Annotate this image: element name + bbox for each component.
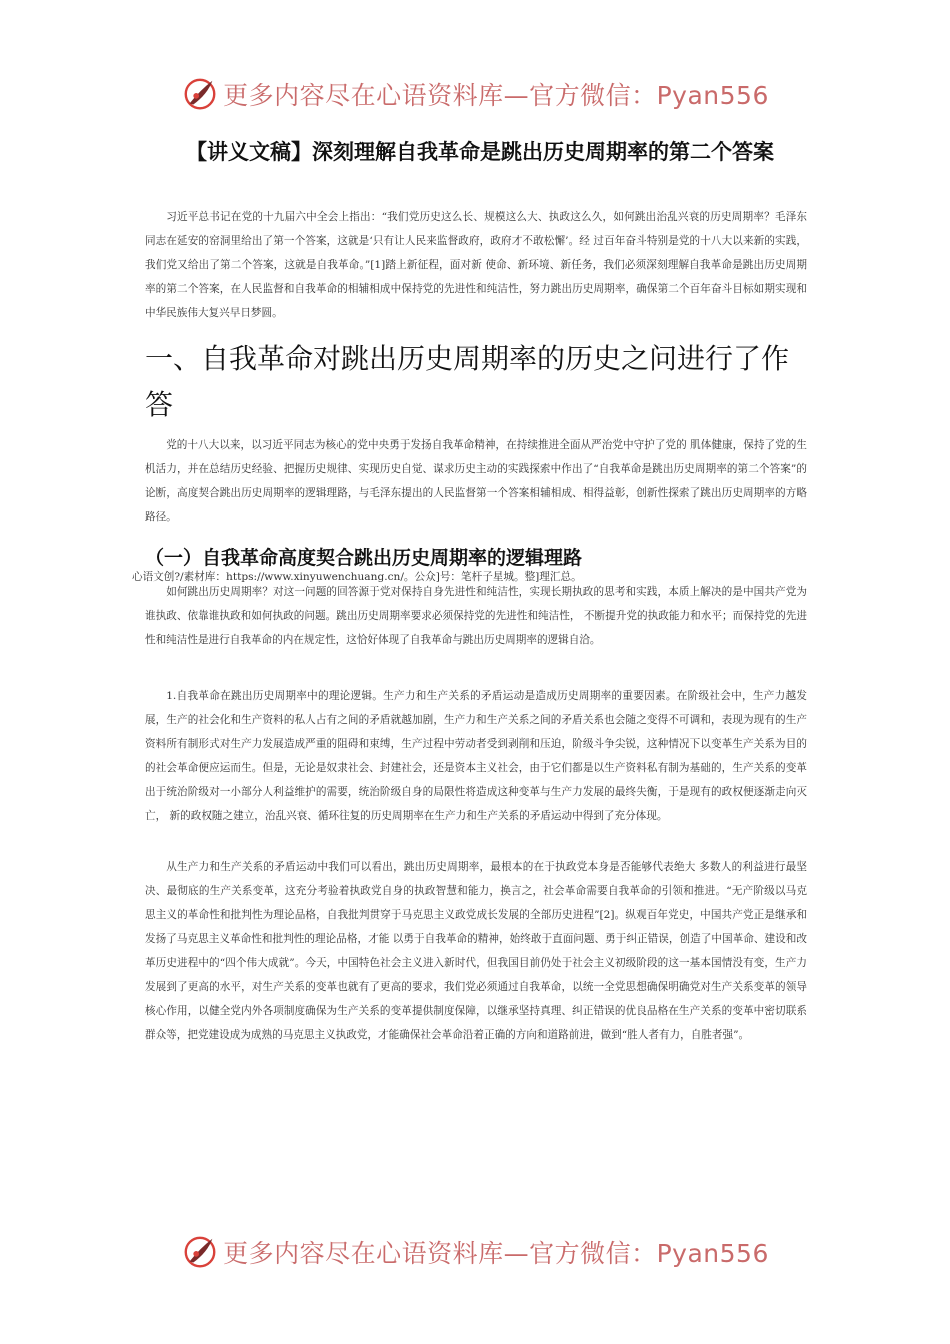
subsection-heading-1: （一）自我革命高度契合跳出历史周期率的逻辑理路: [145, 547, 583, 569]
top-banner: [0, 70, 950, 118]
quill-logo-icon: [181, 75, 219, 113]
subsection-1-paragraph-1: 如何跳出历史周期率？对这一问题的回答源于党对保持自身先进性和纯洁性，实现长期执政的思考和实践，本质上解决的是中国共产党为谁执政、依靠谁执政和如何执政的问题。跳出历史周期率要求必须保持党的先进性和纯洁性， 不断提升党的执政能力和水平；而保持党的先进性和纯洁性是进行自我革命的内在规定性，这恰好体现了自我革命与跳出历史周期率的逻辑自洽。: [145, 586, 807, 646]
document-title: 【讲义文稿】深刻理解自我革命是跳出历史周期率的第二个答案: [186, 140, 774, 164]
section-1-paragraph: 党的十八大以来，以习近平同志为核心的党中央勇于发扬自我革命精神，在持续推进全面从严治党中守护了党的 肌体健康，保持了党的生机活力，并在总结历史经验、把握历史规律、实现历史自觉、谋求历史主动的实践探索中作出了“自我革命是跳出历史周期率的第二个答案”的论断，高度契合跳出历史周期率的逻辑理路，与毛泽东提出的人民监督第一个答案相辅相成、相得益彰，创新性探索了跳出历史周期率的方略路径。: [145, 439, 807, 523]
section-heading-1: 一、自我革命对跳出历史周期率的历史之问进行了作答: [145, 342, 790, 421]
banner-text: 更多内容尽在心语资料库—官方微信：Pyan556: [223, 1239, 769, 1268]
bottom-banner: [0, 1228, 950, 1276]
subsection-1-paragraph-2: 1.自我革命在跳出历史周期率中的理论逻辑。生产力和生产关系的矛盾运动是造成历史周期率的重要因素。在阶级社会中，生产力越发展，生产的社会化和生产资料的私人占有之间的矛盾就越加剧，生产力和生产关系之间的矛盾关系也会随之变得不可调和，表现为现有的生产资料所有制形式对生产力发展造成严重的阻碍和束缚，生产过程中劳动者受到剥削和压迫，阶级斗争尖锐，这种情况下以变革生产关系为目的的社会革命便应运而生。但是，无论是奴隶社会、封建社会，还是资本主义社会，由于它们都是以生产资料私有制为基础的，生产关系的变革出于统治阶级对一小部分人利益维护的需要，统治阶级自身的局限性将造成这种变革与生产力发展的最终失衡，于是现有的政权便逐渐走向灭亡， 新的政权随之建立，治乱兴衰、循环往复的历史周期率在生产力和生产关系的矛盾运动中得到了充分体现。: [145, 690, 807, 822]
watermark-line: 心语文创?/素材库：https://www.xinyuwenchuang.cn/。公众]号：笔杆子星城。整]理汇总。: [132, 571, 582, 583]
quill-logo-icon: [181, 1233, 219, 1271]
subsection-1-paragraph-3: 从生产力和生产关系的矛盾运动中我们可以看出，跳出历史周期率，最根本的在于执政党本身是否能够代表绝大 多数人的利益进行最坚决、最彻底的生产关系变革，这充分考验着执政党自身的执政智慧和能力，换言之，社会革命需要自我革命的引领和推进。“无产阶级以马克思主义的革命性和批判性为理论品格，自我批判贯穿于马克思主义政党成长发展的全部历史进程”[2]。纵观百年党史，中国共产党正是继承和发扬了马克思主义革命性和批判性的理论品格，才能 以勇于自我革命的精神，始终敢于直面问题、勇于纠正错误，创造了中国革命、建设和改革历史进程中的“四个伟大成就”。今天，中国特色社会主义进入新时代，但我国目前仍处于社会主义初级阶段的这一基本国情没有变，生产力发展到了更高的水平，对生产关系的变革也就有了更高的要求，我们党必须通过自我革命，以统一全党思想确保明确党对生产关系变革的领导核心作用，以健全党内外各项制度确保为生产关系的变革提供制度保障，以继承坚持真理、纠正错误的优良品格在生产关系的变革中密切联系群众等，把党建设成为成熟的马克思主义执政党，才能确保社会革命沿着正确的方向和道路前进，做到“胜人者有力，自胜者强”。: [145, 861, 807, 1041]
intro-paragraph: 习近平总书记在党的十九届六中全会上指出：“我们党历史这么长、规模这么大、执政这么久，如何跳出治乱兴衰的历史周期率？毛泽东同志在延安的窑洞里给出了第一个答案，这就是‘只有让人民来监督政府，政府才不敢松懈’。经 过百年奋斗特别是党的十八大以来新的实践，我们党又给出了第二个答案，这就是自我革命。”[1]踏上新征程，面对新 使命、新环境、新任务，我们必须深刻理解自我革命是跳出历史周期率的第二个答案，在人民监督和自我革命的相辅相成中保持党的先进性和纯洁性，努力跳出历史周期率，确保第二个百年奋斗目标如期实现和中华民族伟大复兴早日梦圆。: [145, 211, 807, 319]
banner-text: 更多内容尽在心语资料库—官方微信：Pyan556: [223, 81, 769, 110]
